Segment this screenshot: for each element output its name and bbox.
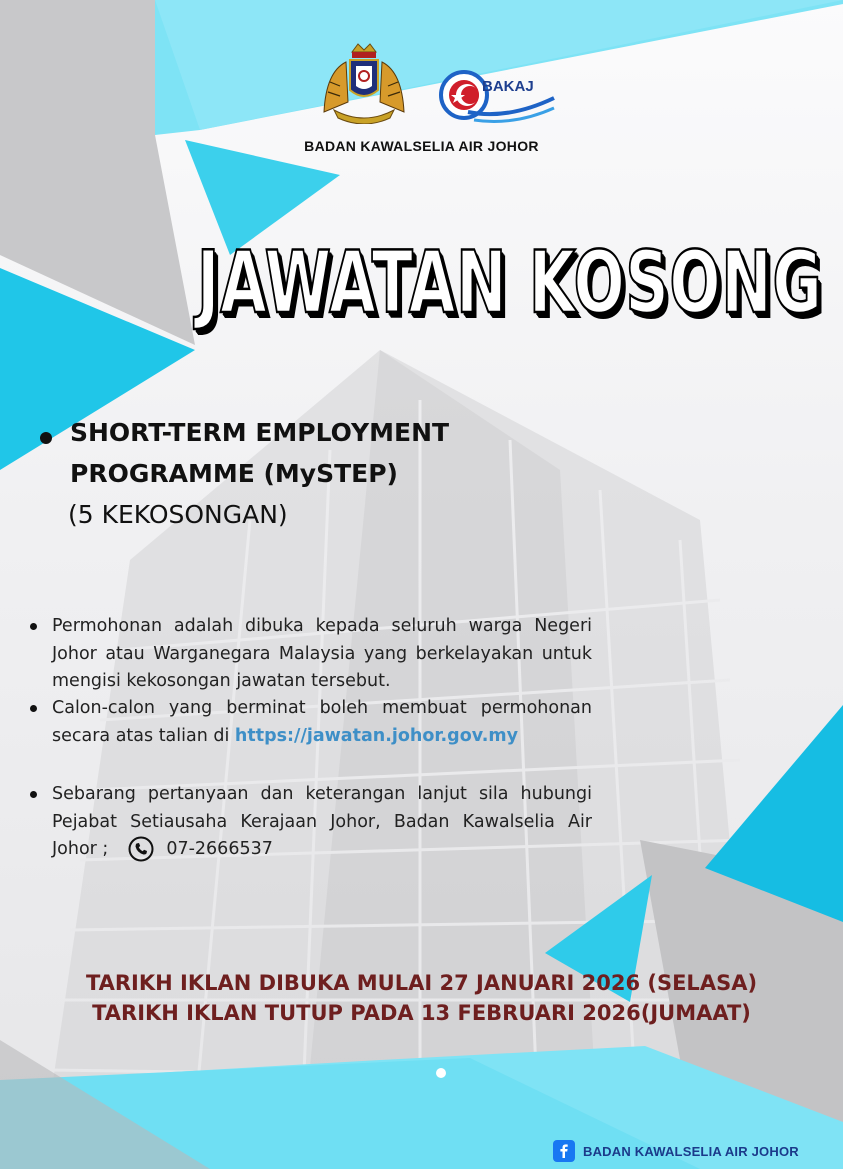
facebook-icon — [553, 1140, 575, 1162]
program-title: SHORT-TERM EMPLOYMENT PROGRAMME (MySTEP) — [70, 418, 450, 488]
application-link[interactable]: https://jawatan.johor.gov.my — [234, 725, 519, 746]
bullet-icon — [30, 705, 37, 712]
svg-text:BAKAJ: BAKAJ — [482, 78, 534, 95]
vacancy-count: (5 KEKOSONGAN) — [68, 500, 288, 529]
headline-title: JAWATAN KOSONG — [197, 233, 823, 333]
facebook-footer[interactable] — [553, 1140, 799, 1162]
date-close: TARIKH IKLAN TUTUP PADA 13 FEBRUARI 2026(JUMAAT) — [92, 1001, 751, 1025]
state-crest-icon — [316, 42, 412, 124]
info-item-contact — [30, 781, 592, 864]
bakaj-logo-icon — [438, 62, 556, 128]
advert-dates — [0, 968, 843, 1028]
organization-name: BADAN KAWALSELIA AIR JOHOR — [304, 138, 539, 154]
bullet-icon — [30, 623, 37, 630]
info-item-application — [30, 695, 592, 750]
info-text — [52, 781, 592, 864]
info-item-eligibility — [30, 613, 592, 696]
info-text-prefix: Calon-calon yang berminat boleh membuat permohonan secara atas talian di — [52, 698, 592, 746]
info-text — [52, 695, 592, 750]
phone-icon — [128, 836, 154, 862]
contact-text: Sebarang pertanyaan dan keterangan lanjut sila hubungi Pejabat Setiausaha Kerajaan Johor, Badan Kawalselia Air Johor ; — [52, 784, 592, 859]
date-open: TARIKH IKLAN DIBUKA MULAI 27 JANUARI 2026 (SELASA) — [85, 971, 758, 995]
bullet-icon — [40, 432, 52, 444]
facebook-page-name: BADAN KAWALSELIA AIR JOHOR — [583, 1143, 799, 1159]
info-text: Permohonan adalah dibuka kepada seluruh warga Negeri Johor atau Warganegara Malaysia yang berkelayakan untuk mengisi kekosongan jawatan tersebut. — [52, 616, 592, 691]
bullet-icon — [30, 791, 37, 798]
phone-number[interactable]: 07-2666537 — [166, 839, 273, 859]
